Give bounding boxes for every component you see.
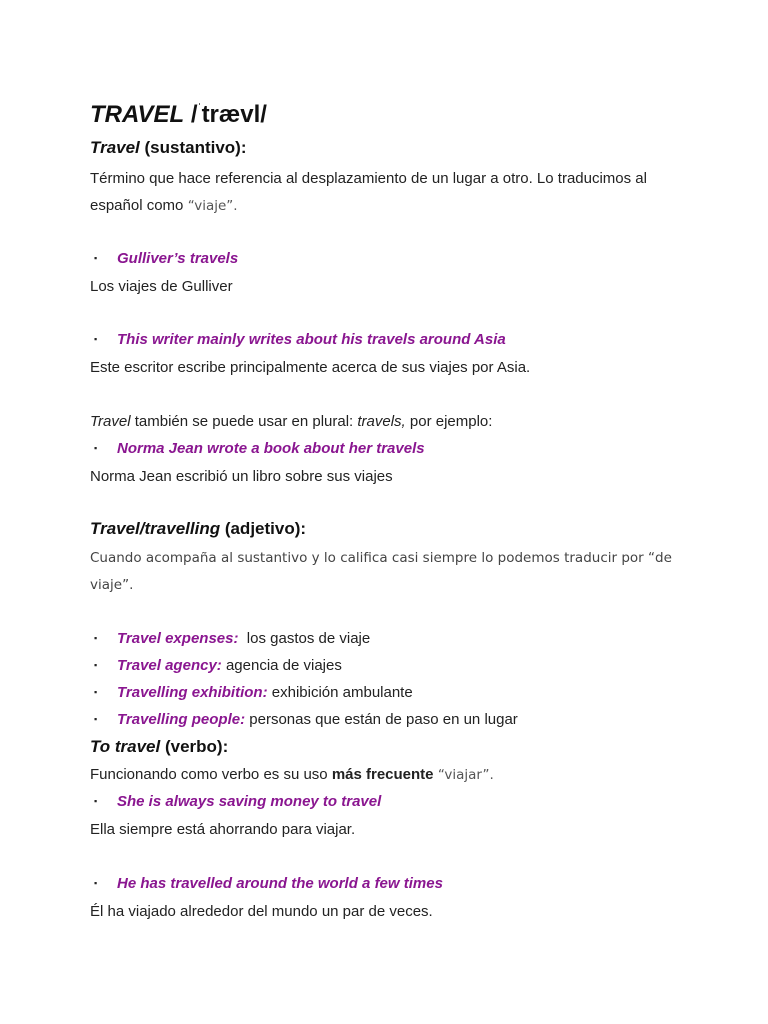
bullet-icon: ▪: [94, 660, 98, 670]
item-translation: agencia de viajes: [221, 657, 342, 674]
item-translation: exhibición ambulante: [267, 684, 413, 701]
noun-definition-quote: “viaje”.: [183, 198, 238, 214]
verb-definition-start: Funcionando como verbo es su uso: [90, 766, 332, 783]
example-english: Gulliver’s travels: [117, 250, 239, 267]
page-title: [90, 101, 267, 129]
example-english: This writer mainly writes about his travels around Asia: [117, 331, 506, 348]
example-translation: Él ha viajado alrededor del mundo un par de veces.: [90, 903, 433, 920]
verb-definition: [90, 761, 494, 789]
item-english: Travel agency:: [117, 657, 222, 674]
bullet-icon: ▪: [94, 334, 98, 344]
noun-heading: [90, 138, 247, 158]
noun-heading-word: Travel: [90, 138, 140, 157]
adjective-definition-line1: Cuando acompaña al sustantivo y lo califica casi siempre lo podemos traducir por “de: [90, 550, 672, 566]
item-english: Travel expenses:: [117, 630, 239, 647]
adjective-definition: [90, 545, 672, 599]
noun-definition-line1: Término que hace referencia al desplazamiento de un lugar a otro. Lo traducimos al: [90, 170, 647, 187]
plural-note: [90, 408, 492, 435]
item-english: Travelling people:: [117, 711, 246, 728]
plural-note-tail: por ejemplo:: [405, 413, 493, 430]
example-translation: Este escritor escribe principalmente acerca de sus viajes por Asia.: [90, 359, 531, 376]
title-separator: /: [184, 101, 198, 128]
example-english: She is always saving money to travel: [117, 793, 382, 810]
bullet-icon: ▪: [94, 633, 98, 643]
bullet-icon: ▪: [94, 687, 98, 697]
plural-note-form: travels,: [357, 413, 406, 430]
example-translation: Los viajes de Gulliver: [90, 278, 233, 295]
list-item: [94, 250, 238, 267]
verb-heading: [90, 737, 228, 757]
adjective-definition-line2: viaje”.: [90, 577, 134, 593]
noun-heading-pos: (sustantivo):: [139, 138, 247, 157]
stress-mark: ˈ: [197, 101, 202, 115]
example-translation: Norma Jean escribió un libro sobre sus viajes: [90, 468, 393, 485]
adjective-heading-pos: (adjetivo):: [220, 519, 307, 538]
list-item: [94, 711, 518, 728]
item-translation: los gastos de viaje: [238, 630, 371, 647]
noun-definition: [90, 165, 647, 220]
title-ipa: trævl/: [201, 101, 267, 128]
verb-heading-pos: (verbo):: [160, 737, 229, 756]
adjective-heading-word: Travel/travelling: [90, 519, 221, 538]
bullet-icon: ▪: [94, 878, 98, 888]
noun-definition-line2: [90, 192, 647, 220]
list-item: [94, 875, 443, 892]
example-english: He has travelled around the world a few times: [117, 875, 443, 892]
bullet-icon: ▪: [94, 796, 98, 806]
list-item: [94, 684, 413, 701]
example-translation: Ella siempre está ahorrando para viajar.: [90, 821, 356, 838]
adjective-heading: [90, 519, 306, 539]
item-english: Travelling exhibition:: [117, 684, 268, 701]
example-english: Norma Jean wrote a book about her travels: [117, 440, 425, 457]
list-item: [94, 793, 381, 810]
plural-note-word: Travel: [90, 413, 131, 430]
bullet-icon: ▪: [94, 253, 98, 263]
item-translation: personas que están de paso en un lugar: [245, 711, 518, 728]
plural-note-text: también se puede usar en plural:: [130, 413, 358, 430]
list-item: [94, 331, 506, 348]
verb-heading-word: To travel: [90, 737, 161, 756]
list-item: [94, 630, 370, 647]
list-item: [94, 440, 425, 457]
title-word: TRAVEL: [90, 101, 185, 128]
verb-definition-bold: más frecuente: [331, 766, 434, 783]
bullet-icon: ▪: [94, 443, 98, 453]
verb-definition-quote: “viajar”.: [433, 767, 494, 783]
list-item: [94, 657, 342, 674]
bullet-icon: ▪: [94, 714, 98, 724]
noun-definition-start: español como: [90, 197, 184, 214]
